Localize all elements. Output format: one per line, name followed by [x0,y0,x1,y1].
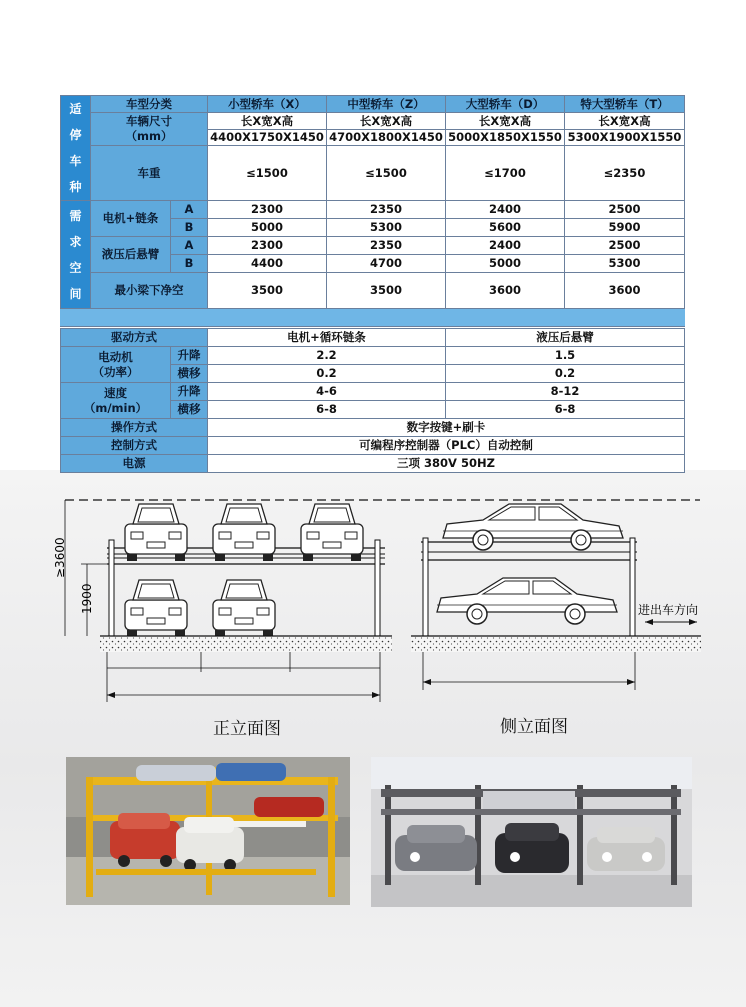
hydraulic-a-value: 2400 [446,237,565,255]
size-value: 5300X1900X1550 [565,130,685,146]
hydraulic-a-label: A [171,237,208,255]
hydraulic-b-value: 4400 [208,255,327,273]
lower-car-left [125,580,187,637]
motor-chain-b-value: 5600 [446,219,565,237]
size-sub: 长X宽X高 [446,113,565,130]
weight-label: 车重 [91,146,208,201]
technical-drawings [45,490,705,745]
side-label-car-types: 适 停 车 种 [61,96,91,201]
motor-lift-col2: 1.5 [446,347,685,365]
motor-chain-a-value: 2500 [565,201,685,219]
ground-front [100,636,392,652]
lower-car-middle [213,580,275,637]
motor-lift-label: 升降 [171,347,208,365]
hydraulic-b-value: 5300 [565,255,685,273]
motor-chain-b-label: B [171,219,208,237]
spec-table [60,95,685,327]
photo-garage-parking-lift [371,757,692,907]
motor-traverse-col2: 0.2 [446,365,685,383]
header-type-label: 车型分类 [91,96,208,113]
weight-value: ≤1700 [446,146,565,201]
table-separator-band [61,309,685,327]
speed-label: 速度 （m/min） [61,383,171,419]
motor-chain-a-label: A [171,201,208,219]
hydraulic-a-value: 2300 [208,237,327,255]
upper-car-right [301,504,363,561]
drive-col2: 液压后悬臂 [446,329,685,347]
size-value: 4700X1800X1450 [327,130,446,146]
motor-chain-a-value: 2350 [327,201,446,219]
side-label-space: 需 求 空 间 [61,201,91,309]
motor-traverse-label: 横移 [171,365,208,383]
photo-yellow-parking-lift [66,757,350,905]
speed-lift-col2: 8-12 [446,383,685,401]
motor-chain-a-value: 2300 [208,201,327,219]
motor-power-label: 电动机 （功率） [61,347,171,383]
hydraulic-b-value: 4700 [327,255,446,273]
motor-chain-b-value: 5300 [327,219,446,237]
header-type-small: 小型轿车（X） [208,96,327,113]
header-type-medium: 中型轿车（Z） [327,96,446,113]
beam-label: 最小梁下净空 [91,273,208,309]
size-sub: 长X宽X高 [208,113,327,130]
beam-value: 3500 [327,273,446,309]
size-sub: 长X宽X高 [565,113,685,130]
drive-table [60,328,685,473]
power-value: 三项 380V 50HZ [208,455,685,473]
side-view-caption: 侧立面图 [500,717,568,737]
motor-chain-a-value: 2400 [446,201,565,219]
motor-chain-label: 电机+链条 [91,201,171,237]
control-label: 控制方式 [61,437,208,455]
side-elevation [411,504,701,690]
beam-value: 3600 [446,273,565,309]
upper-car-side [443,504,623,550]
speed-traverse-col1: 6-8 [208,401,446,419]
header-type-large: 大型轿车（D） [446,96,565,113]
beam-value: 3500 [208,273,327,309]
operation-label: 操作方式 [61,419,208,437]
hydraulic-b-value: 5000 [446,255,565,273]
direction-arrow-left [645,619,653,625]
power-label: 电源 [61,455,208,473]
operation-value: 数字按键+刷卡 [208,419,685,437]
size-label: 车辆尺寸 （mm） [91,113,208,146]
front-view-caption: 正立面图 [213,719,281,739]
hydraulic-label: 液压后悬臂 [91,237,171,273]
height-lower-label: 1900 [80,583,94,614]
drive-label: 驱动方式 [61,329,208,347]
lower-car-side [437,578,617,624]
size-value: 5000X1850X1550 [446,130,565,146]
upper-car-left [125,504,187,561]
speed-traverse-label: 横移 [171,401,208,419]
hydraulic-a-value: 2500 [565,237,685,255]
size-sub: 长X宽X高 [327,113,446,130]
beam-value: 3600 [565,273,685,309]
direction-arrow-right [689,619,697,625]
upper-car-middle [213,504,275,561]
front-elevation [100,504,392,702]
motor-traverse-col1: 0.2 [208,365,446,383]
direction-label: 进出车方向 [638,603,699,617]
motor-chain-b-value: 5000 [208,219,327,237]
ground-side [411,636,701,652]
speed-lift-label: 升降 [171,383,208,401]
drive-col1: 电机+循环链条 [208,329,446,347]
speed-lift-col1: 4-6 [208,383,446,401]
speed-traverse-col2: 6-8 [446,401,685,419]
hydraulic-b-label: B [171,255,208,273]
header-type-xlarge: 特大型轿车（T） [565,96,685,113]
control-value: 可编程序控制器（PLC）自动控制 [208,437,685,455]
motor-chain-b-value: 5900 [565,219,685,237]
weight-value: ≤1500 [208,146,327,201]
size-value: 4400X1750X1450 [208,130,327,146]
motor-lift-col1: 2.2 [208,347,446,365]
height-total-label: ≥3600 [53,537,67,578]
weight-value: ≤1500 [327,146,446,201]
hydraulic-a-value: 2350 [327,237,446,255]
weight-value: ≤2350 [565,146,685,201]
